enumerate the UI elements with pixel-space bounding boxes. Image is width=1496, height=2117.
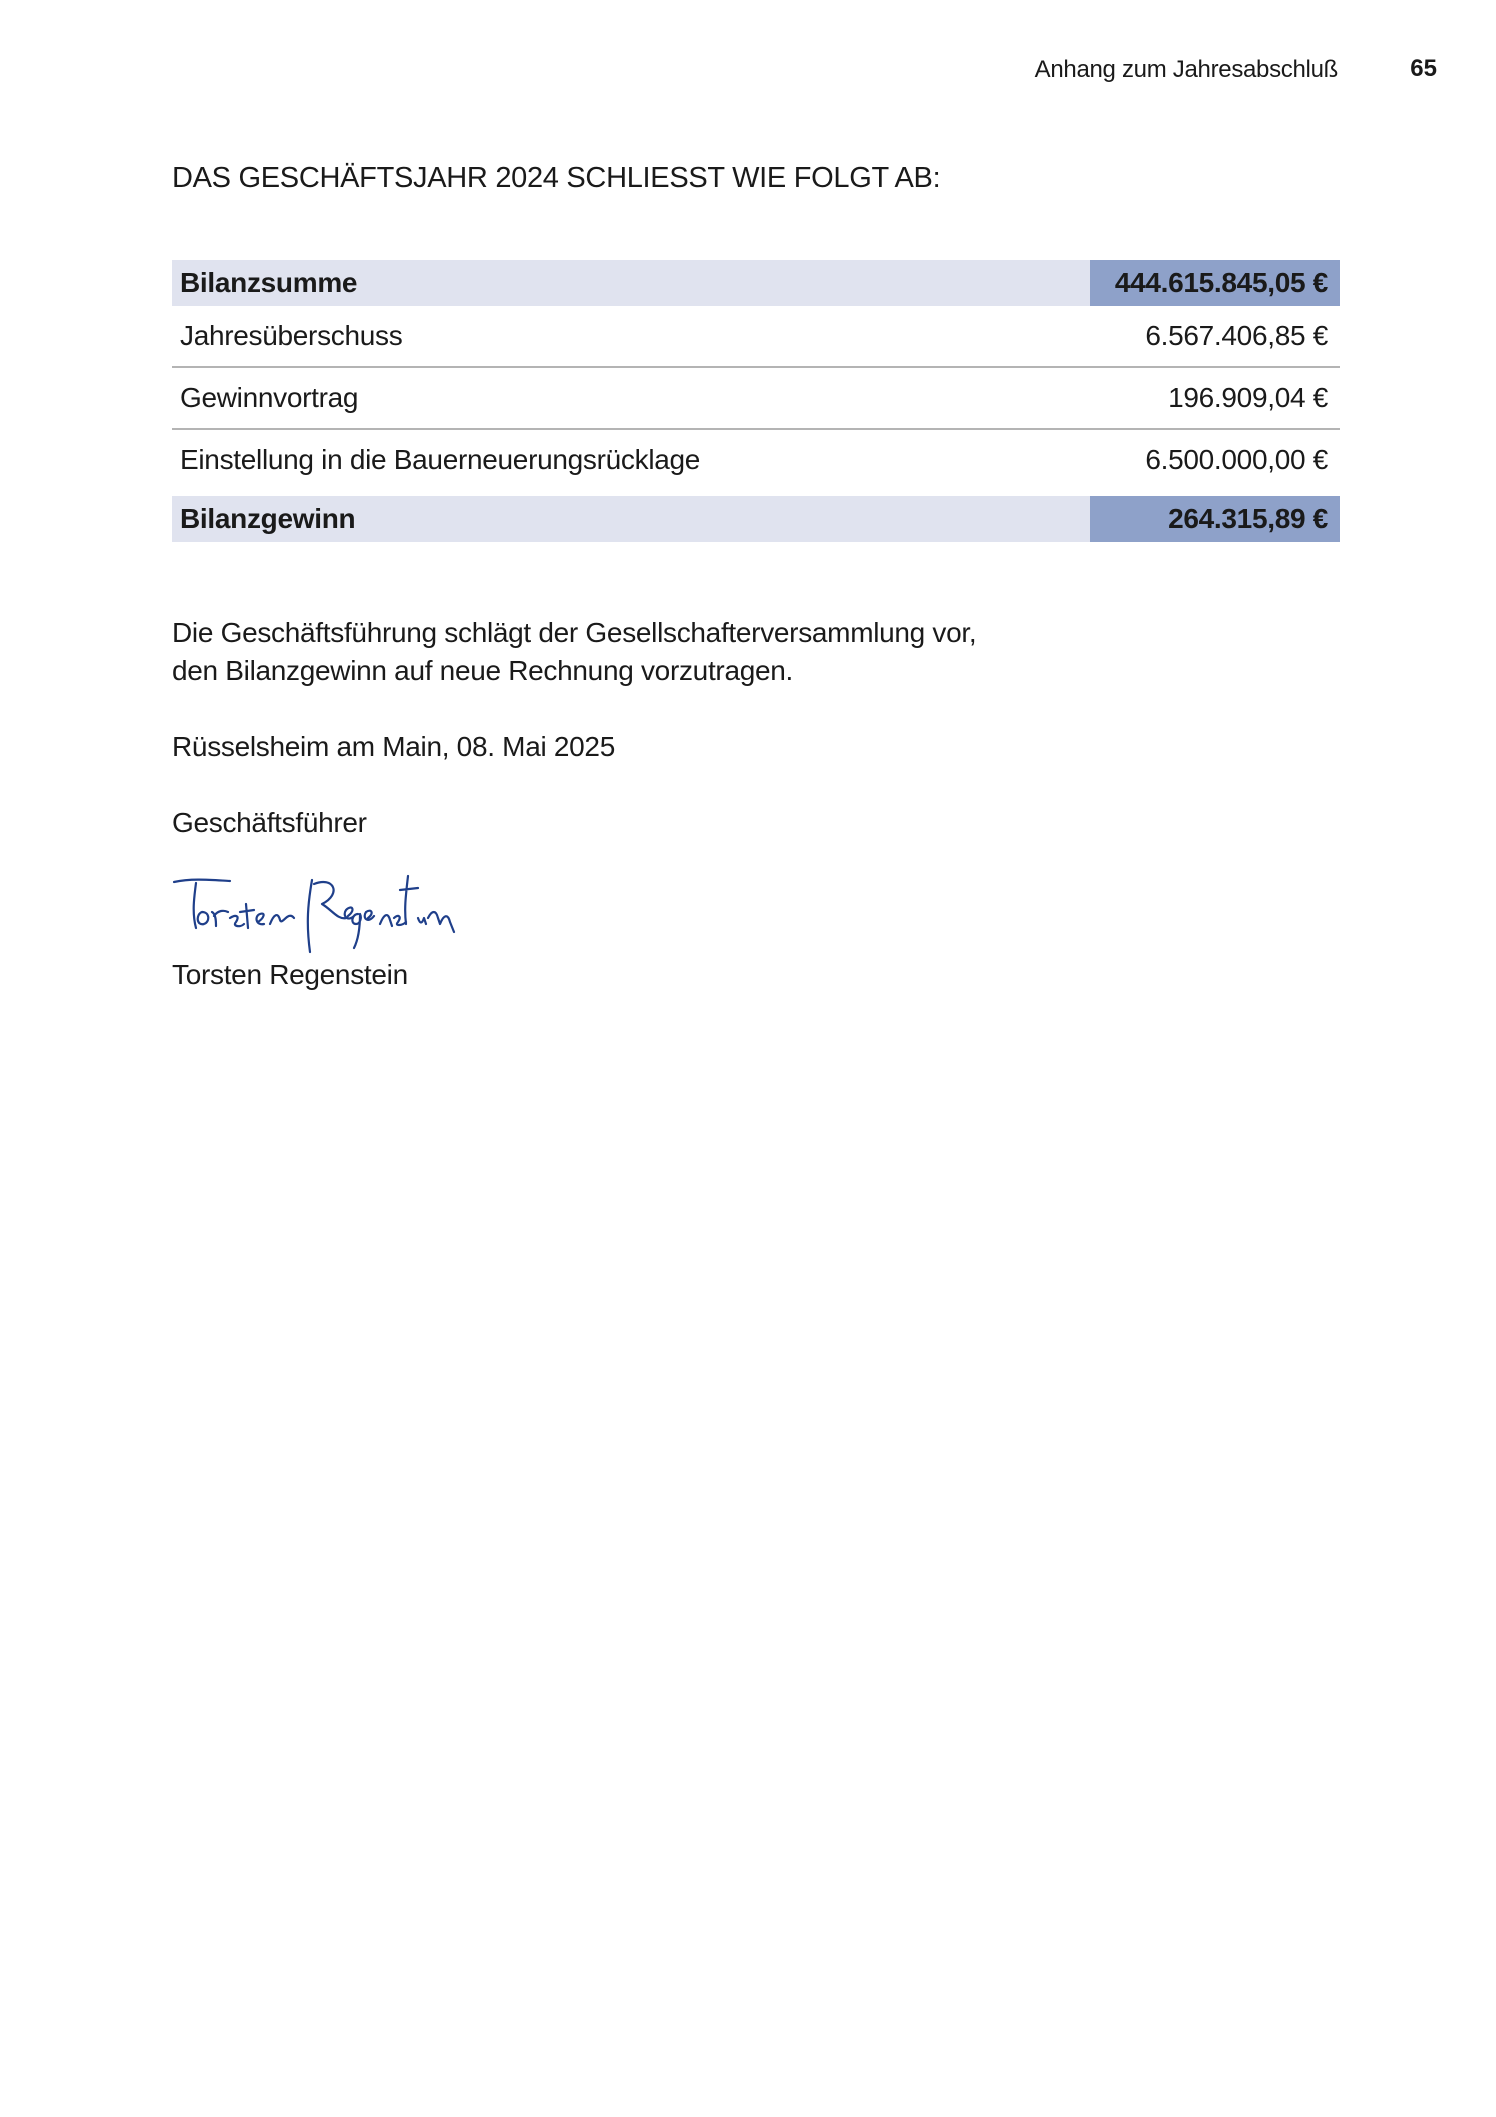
place-date: Rüsselsheim am Main, 08. Mai 2025 — [172, 731, 615, 762]
row-label: Einstellung in die Bauerneuerungsrücklage — [180, 444, 701, 475]
row-amount: 444.615.845,05 € — [1090, 260, 1340, 306]
result-table — [172, 260, 1340, 542]
proposal-line-1: Die Geschäftsführung schlägt der Gesellschafterversammlung vor, — [172, 617, 977, 648]
table-row-bilanzgewinn — [172, 496, 1340, 542]
page-number: 65 — [1410, 55, 1437, 82]
row-amount: 264.315,89 € — [1090, 496, 1340, 542]
row-amount: 6.500.000,00 € — [1145, 444, 1328, 475]
table-row-jahresueberschuss — [172, 306, 1340, 368]
signature-text: Torsten Regenstein — [322, 958, 331, 959]
header-section-title: Anhang zum Jahresabschluß — [1034, 56, 1338, 83]
table-row-bilanzsumme — [172, 260, 1340, 306]
handwritten-signature — [172, 868, 472, 960]
row-label: Bilanzgewinn — [180, 503, 356, 534]
row-label: Bilanzsumme — [180, 267, 358, 298]
table-row-gewinnvortrag — [172, 368, 1340, 430]
row-label: Jahresüberschuss — [180, 320, 403, 351]
row-label: Gewinnvortrag — [180, 382, 359, 413]
signatory-name: Torsten Regenstein — [172, 959, 408, 990]
proposal-text — [172, 614, 976, 690]
row-amount: 6.567.406,85 € — [1145, 320, 1328, 351]
proposal-line-2: den Bilanzgewinn auf neue Rechnung vorzutragen. — [172, 655, 794, 686]
table-row-einstellung — [172, 430, 1340, 490]
page-headline: DAS GESCHÄFTSJAHR 2024 SCHLIESST WIE FOLGT AB: — [172, 162, 941, 194]
signatory-role: Geschäftsführer — [172, 807, 367, 838]
row-amount: 196.909,04 € — [1168, 382, 1328, 413]
